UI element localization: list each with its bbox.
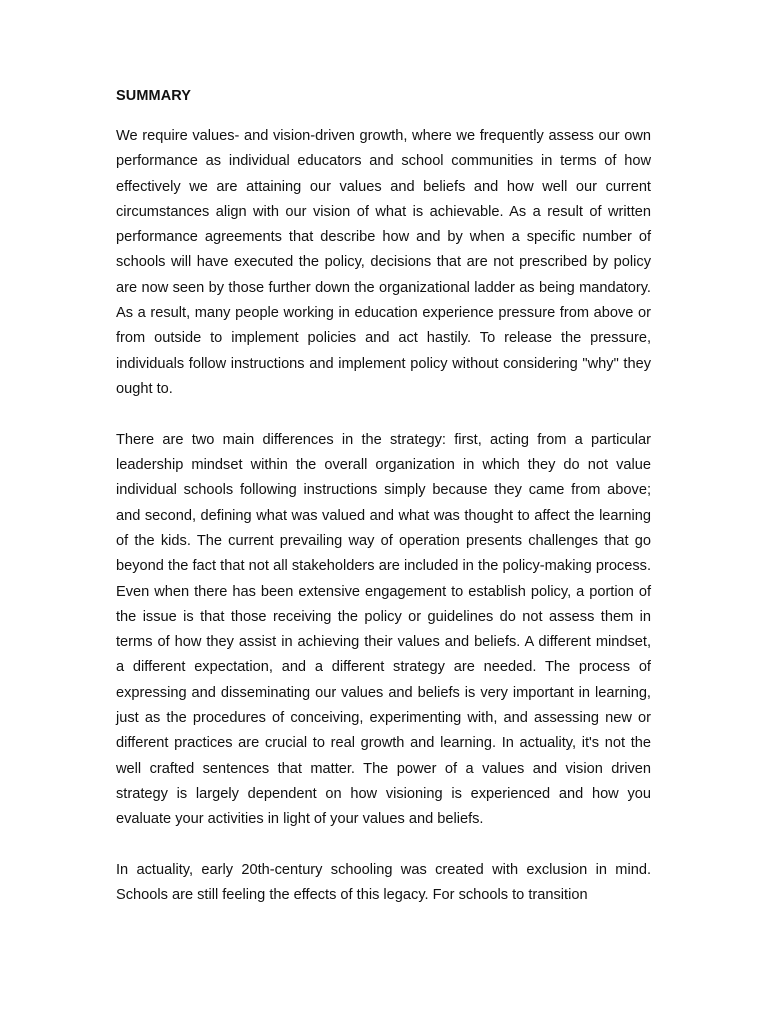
- paragraph-3: In actuality, early 20th-century schooling was created with exclusion in mind. Schools are still feeling the effects of this legacy. For schools to transition: [116, 862, 651, 904]
- paragraph-2: There are two main differences in the strategy: first, acting from a particular leadership mindset within the overall organization in which they do not value individual schools following instructions simply because they came from above; and second, defining what was valued and what was thought to affect the learning of the kids. The current prevailing way of operation presents challenges that go beyond the fact that not all stakeholders are included in the policy-making process. Even when there has been extensive engagement to establish policy, a portion of the issue is that those receiving the policy or guidelines do not assess them in terms of how they assist in achieving their values and beliefs. A different mindset, a different expectation, and a different strategy are needed. The process of expressing and disseminating our values and beliefs is very important in learning, just as the procedures of conceiving, experimenting with, and assessing new or different practices are crucial to real growth and learning. In actuality, it's not the well crafted sentences that matter. The power of a values and vision driven strategy is largely dependent on how visioning is experienced and how you evaluate your activities in light of your values and beliefs.: [116, 431, 651, 828]
- paragraph-1: We require values- and vision-driven growth, where we frequently assess our own performance as individual educators and school communities in terms of how effectively we are attaining our values and beliefs and how well our current circumstances align with our vision of what is achievable. As a result of written performance agreements that describe how and by when a specific number of schools will have executed the policy, decisions that are not prescribed by policy are now seen by those further down the organizational ladder as being mandatory. As a result, many people working in education experience pressure from above or from outside to implement policies and act hastily. To release the pressure, individuals follow instructions and implement policy without considering "why" they ought to.: [116, 128, 651, 397]
- section-heading: SUMMARY: [116, 88, 192, 104]
- document-body: [116, 86, 651, 934]
